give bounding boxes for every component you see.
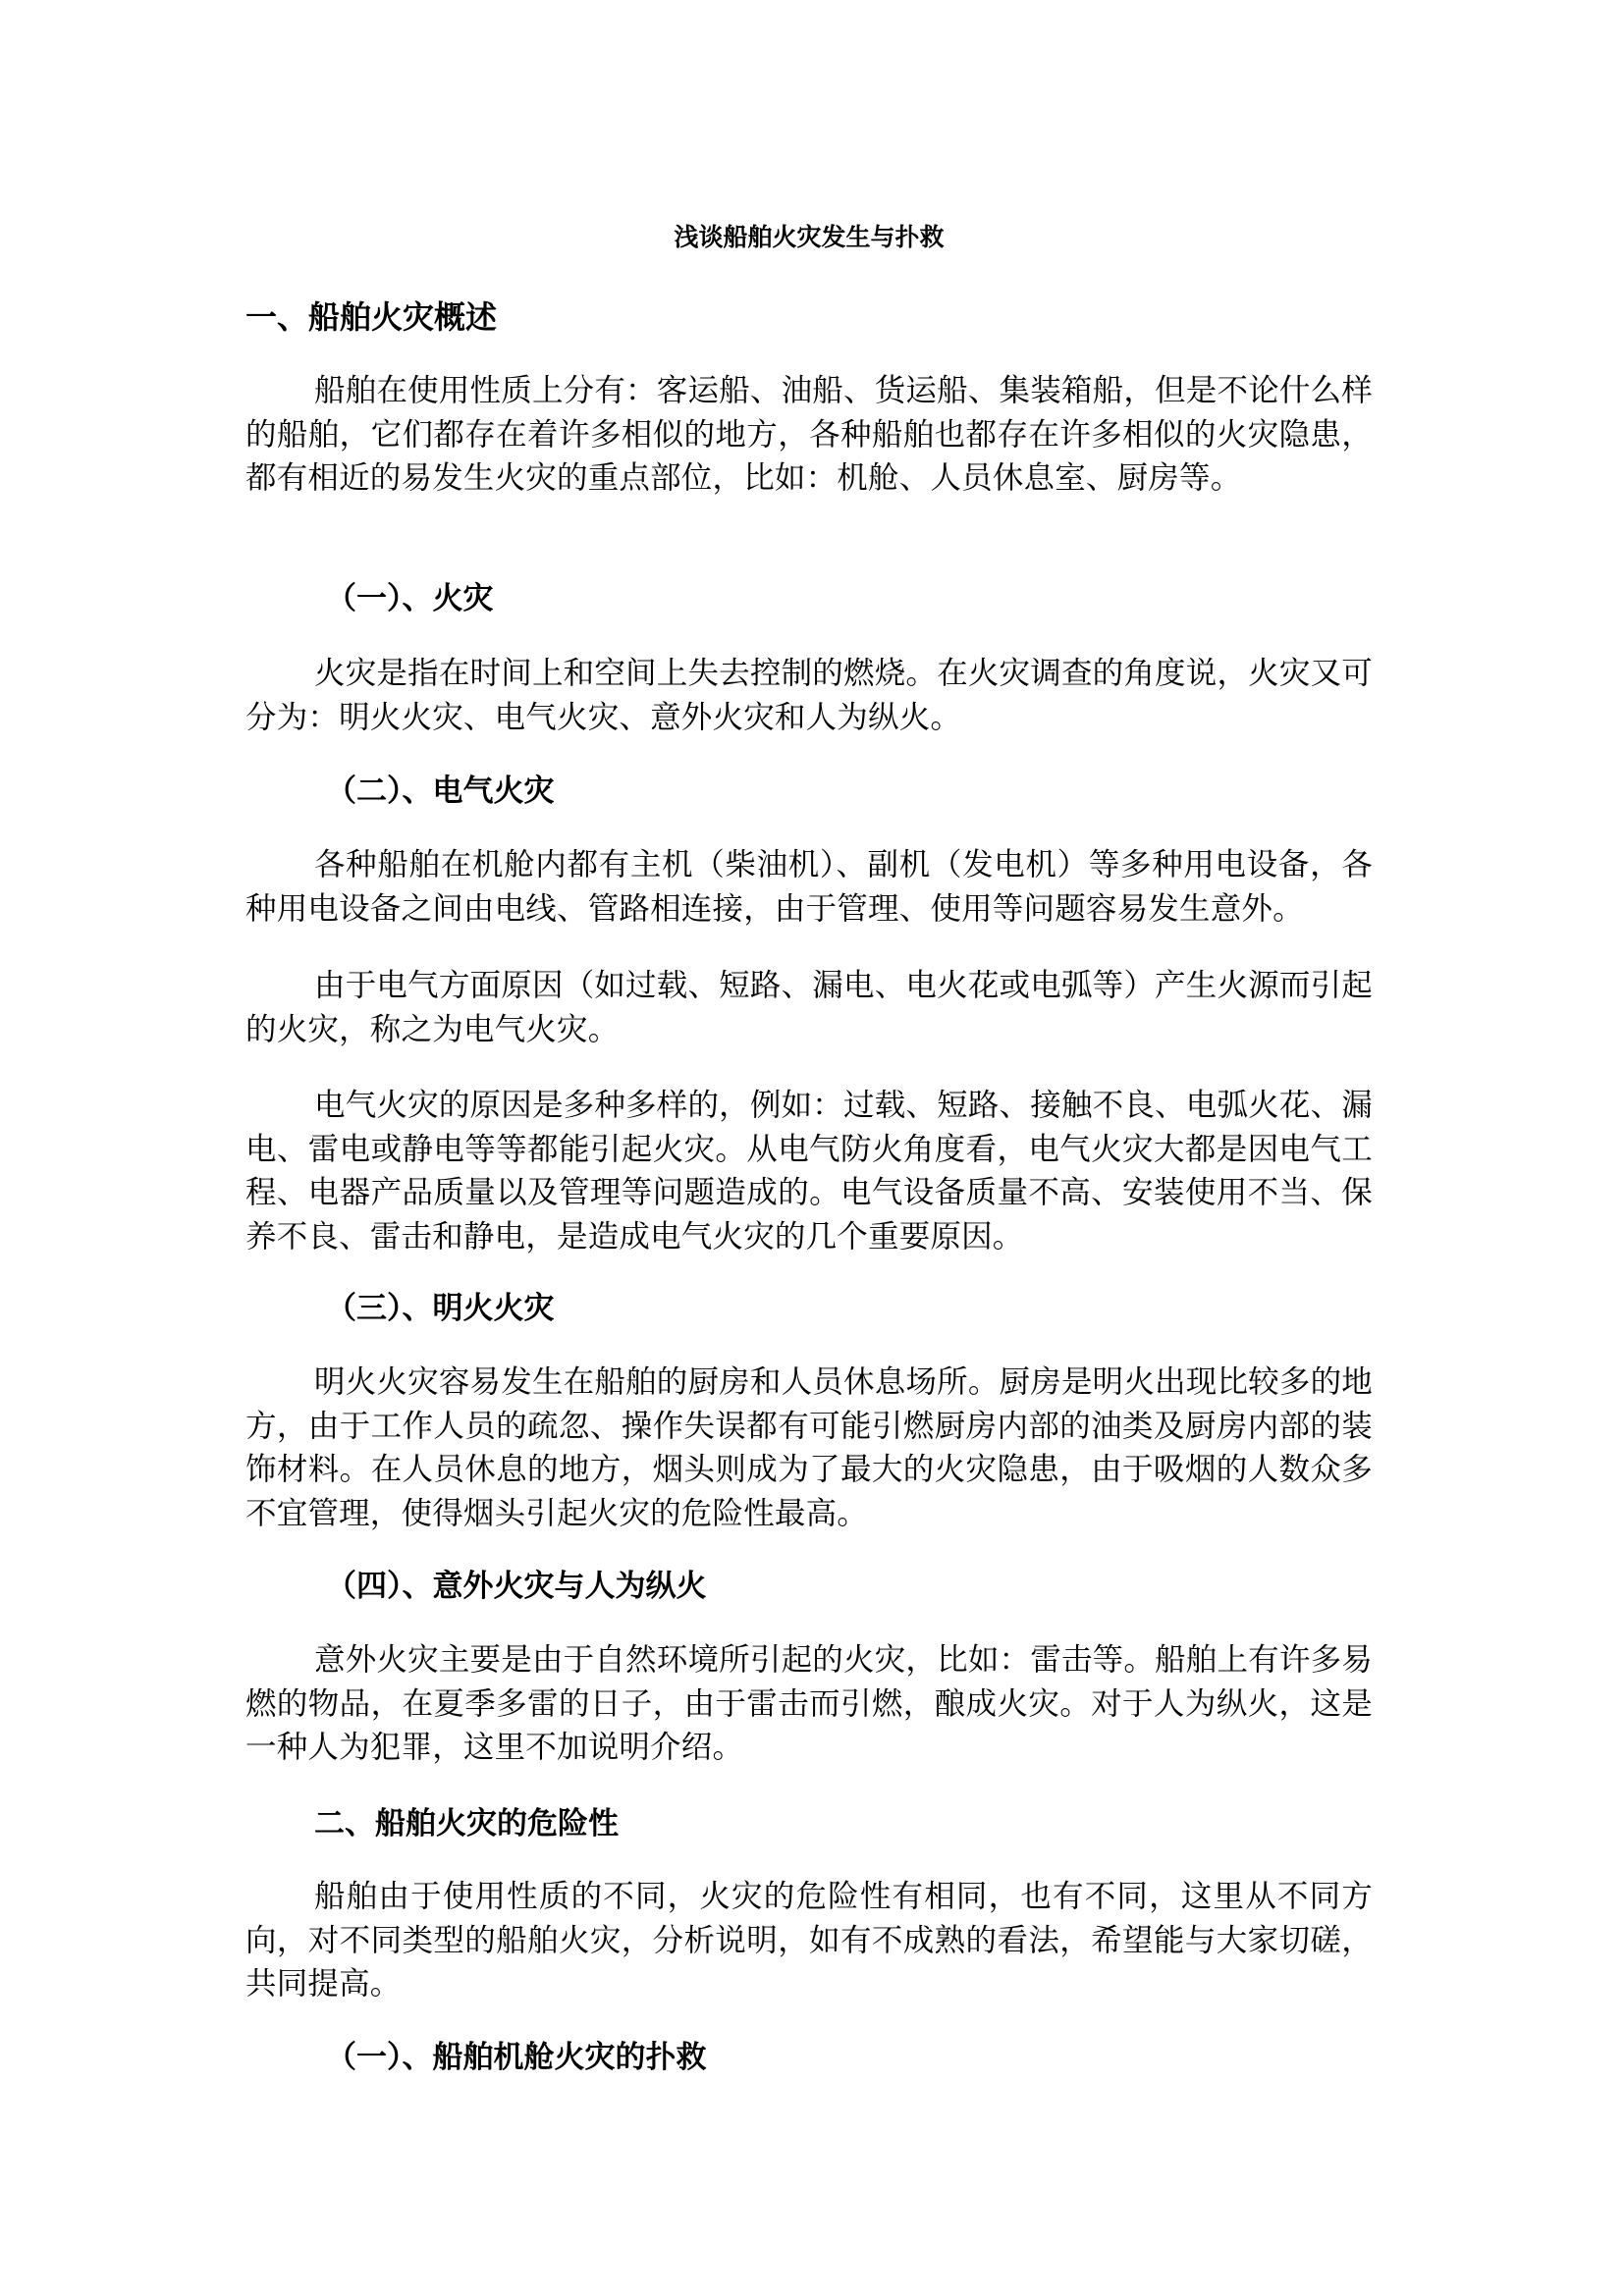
subheading-open-flame-fire: （三）、明火火灾	[326, 1291, 555, 1326]
paragraph-danger: 船舶由于使用性质的不同，火灾的危险性有相同，也有不同，这里从不同方向，对不同类型的船舶火灾，分析说明，如有不成熟的看法，希望能与大家切磋，共同提高。	[245, 1879, 1373, 2002]
section-heading-danger: 二、船舶火灾的危险性	[314, 1806, 619, 1842]
paragraph-electrical-fire-definition: 由于电气方面原因（如过载、短路、漏电、电火花或电弧等）产生火源而引起的火灾，称之为电气火灾。	[245, 968, 1373, 1047]
paragraph-fire-definition: 火灾是指在时间上和空间上失去控制的燃烧。在火灾调查的角度说，火灾又可分为：明火火灾、电气火灾、意外火灾和人为纵火。	[245, 656, 1373, 735]
paragraph-electrical-fire-causes: 电气火灾的原因是多种多样的，例如：过载、短路、接触不良、电弧火花、漏电、雷电或静电等等都能引起火灾。从电气防火角度看，电气火灾大都是因电气工程、电器产品质量以及管理等问题造成的。电气设备质量不高、安装使用不当、保养不良、雷击和静电，是造成电气火灾的几个重要原因。	[245, 1088, 1373, 1255]
paragraph-ship-types: 船舶在使用性质上分有：客运船、油船、货运船、集装箱船，但是不论什么样的船舶，它们都存在着许多相似的地方，各种船舶也都存在许多相似的火灾隐患，都有相近的易发生火灾的重点部位，比如：机舱、人员休息室、厨房等。	[245, 373, 1373, 496]
subheading-engine-room-fire-fighting: （一）、船舶机舱火灾的扑救	[326, 2040, 707, 2075]
subheading-electrical-fire: （二）、电气火灾	[326, 774, 555, 809]
paragraph-accidental-arson: 意外火灾主要是由于自然环境所引起的火灾，比如：雷击等。船舶上有许多易燃的物品，在夏季多雷的日子，由于雷击而引燃，酿成火灾。对于人为纵火，这是一种人为犯罪，这里不加说明介绍。	[245, 1642, 1373, 1765]
subheading-fire: （一）、火灾	[326, 581, 494, 616]
section-heading-overview: 一、船舶火灾概述	[245, 298, 498, 336]
document-title: 浅谈船舶火灾发生与扑救	[674, 223, 945, 251]
paragraph-engine-room-equipment: 各种船舶在机舱内都有主机（柴油机）、副机（发电机）等多种用电设备，各种用电设备之间由电线、管路相连接，由于管理、使用等问题容易发生意外。	[245, 847, 1373, 927]
subheading-accidental-arson: （四）、意外火灾与人为纵火	[326, 1569, 707, 1604]
paragraph-open-flame-fire: 明火火灾容易发生在船舶的厨房和人员休息场所。厨房是明火出现比较多的地方，由于工作人员的疏忽、操作失误都有可能引燃厨房内部的油类及厨房内部的装饰材料。在人员休息的地方，烟头则成为了最大的火灾隐患，由于吸烟的人数众多不宜管理，使得烟头引起火灾的危险性最高。	[245, 1364, 1373, 1531]
